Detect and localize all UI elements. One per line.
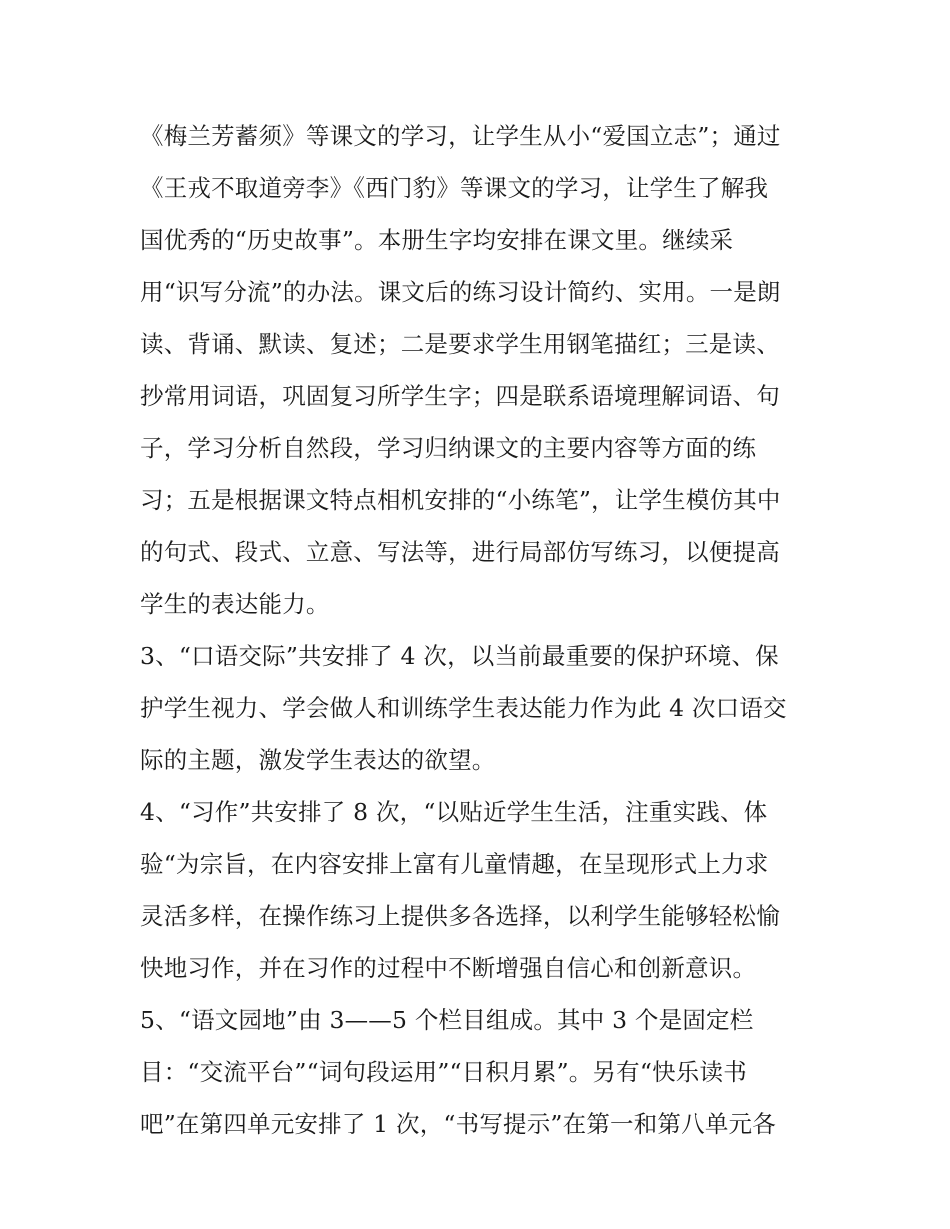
text-line: 子，学习分析自然段，学习归纳课文的主要内容等方面的练 <box>140 434 757 462</box>
text-line: 灵活多样，在操作练习上提供多各选择，以利学生能够轻松愉 <box>140 902 780 930</box>
text-line: 《王戎不取道旁李》《西门豹》等课文的学习，让学生了解我 <box>140 174 769 202</box>
text-line: 读、背诵、默读、复述；二是要求学生用钢笔描红；三是读、 <box>140 330 780 358</box>
text-line: 护学生视力、学会做人和训练学生表达能力作为此 4 次口语交 <box>140 694 787 722</box>
text-line: 国优秀的“历史故事”。本册生字均安排在课文里。继续采 <box>140 226 734 254</box>
text-line: 习；五是根据课文特点相机安排的“小练笔”，让学生模仿其中 <box>140 486 781 514</box>
text-line: 际的主题，激发学生表达的欲望。 <box>140 746 496 774</box>
text-line: 《梅兰芳蓄须》等课文的学习，让学生从小“爱国立志”；通过 <box>140 122 781 150</box>
text-line: 快地习作，并在习作的过程中不断增强自信心和创新意识。 <box>140 954 757 982</box>
text-line: 5、“语文园地”由 3——5 个栏目组成。其中 3 个是固定栏 <box>140 1006 754 1034</box>
text-line: 验“为宗旨，在内容安排上富有儿童情趣，在呈现形式上力求 <box>140 850 769 878</box>
text-line: 吧”在第四单元安排了 1 次，“书写提示”在第一和第八单元各 <box>140 1110 776 1138</box>
text-line: 的句式、段式、立意、写法等，进行局部仿写练习，以便提高 <box>140 538 780 566</box>
text-line: 学生的表达能力。 <box>140 590 330 618</box>
text-line: 目：“交流平台”“词句段运用”“日积月累”。另有“快乐读书 <box>140 1058 747 1086</box>
text-line: 3、“口语交际”共安排了 4 次，以当前最重要的保护环境、保 <box>140 642 779 670</box>
text-line: 用“识写分流”的办法。课文后的练习设计简约、实用。一是朗 <box>140 278 781 306</box>
text-line: 抄常用词语，巩固复习所学生字；四是联系语境理解词语、句 <box>140 382 780 410</box>
text-line: 4、“习作”共安排了 8 次，“以贴近学生生活，注重实践、体 <box>140 798 768 826</box>
body-text <box>140 110 830 1150</box>
